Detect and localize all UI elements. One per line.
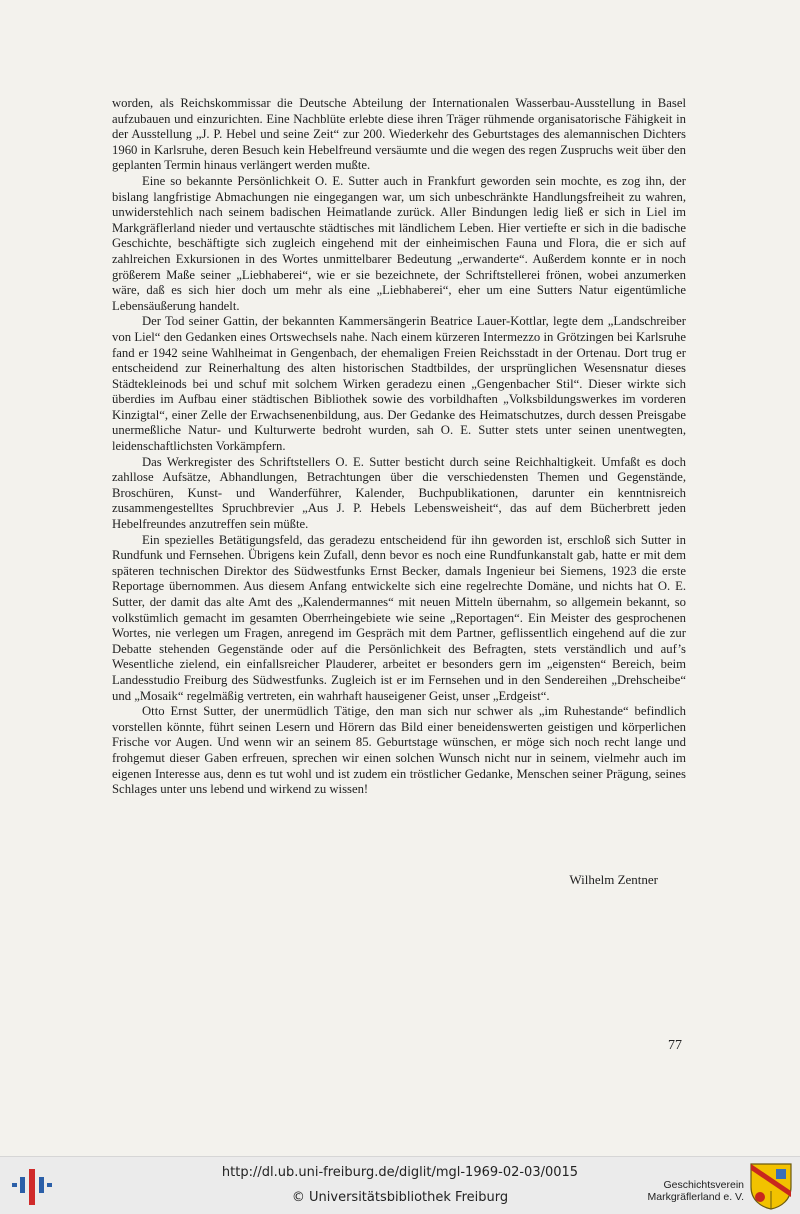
paragraph: Otto Ernst Sutter, der unermüdlich Tätige, den man sich nur schwer als „im Ruhestande“ befindlich vorstellen könnte, führt seinen Lesern und Hörern das Bild einer beneidenswerten geistigen und körperlichen Frische vor Augen. Und wenn wir an seinem 85. Geburtstage wünschen, er möge sich noch recht lange und frohgemut dieser Gaben erfreuen, sprechen wir einen solchen Wunsch nicht nur in seinem, vielmehr auch im eigenen Interesse aus, denn es tut wohl und ist zudem ein tröstlicher Gedanke, Menschen seiner Prägung, seines Schlages unter uns lebend und wirkend zu wissen! xyxy=(112,704,686,797)
page-number: 77 xyxy=(668,1038,682,1053)
society-name-line1: Geschichtsverein xyxy=(663,1179,744,1191)
paragraph: Eine so bekannte Persönlichkeit O. E. Sutter auch in Frankfurt geworden sein mochte, es zog ihn, der bislang langfristige Abmachungen nie eingegangen war, um sich unbeschränkte Handlungsfreiheit zu wahren, unwiderstehlich nach seinem badischen Heimatlande zurück. Aller Bindungen ledig ließ er sich in Liel im Markgräflerland nieder und vertauschte städtisches mit ländlichem Leben. Hier vertiefte er sich in die badische Geschichte, beschäftigte sich zugleich eingehend mit der einheimischen Fauna und Flora, die er sich auf zahlreichen Exkursionen in des Wortes unmittelbarer Bedeutung „erwanderte“. Außerdem konnte er in noch größerem Maße seiner „Liebhaberei“, wie er sie bezeichnete, der Schriftstellerei frönen, wobei anzumerken wäre, daß es sich hier doch um mehr als eine „Liebhaberei“, eher um eine Sutters Natur eigentümliche Lebensäußerung handelt. xyxy=(112,173,686,313)
paragraph: Ein spezielles Betätigungsfeld, das geradezu entscheidend für ihn geworden ist, erschloß sich Sutter in Rundfunk und Fernsehen. Übrigens kein Zufall, denn bevor es noch eine Rundfunkanstalt gab, hatte er mit dem späteren technischen Direktor des Südwestfunks Ernst Becker, damals Ingenieur bei Siemens, 1923 die erste Reportage übernommen. Aus diesem Anfang entwickelte sich eine regelrechte Domäne, und nichts hat O. E. Sutter, der damit das alte Amt des „Kalendermannes“ mit neuen Mitteln übernahm, so allgemein bekannt, so volkstümlich gemacht im gesamten Oberrheingebiete wie seine „Reportagen“. Ein Meister des gesprochenen Wortes, nie verlegen um Fragen, anregend im Gespräch mit dem Partner, geflissentlich eingehend auf die zur Debatte stehenden Gegenstände oder auf die Persönlichkeit des Befragten, stets verständlich und auf’s Wesentliche zielend, ein einfallsreicher Plauderer, arbeitet er besonders gern im „eigensten“ Bereich, beim Landesstudio Freiburg des Südwestfunks. Zugleich ist er im Fernsehen und in den Sendereihen „Drehscheibe“ und „Mosaik“ regelmäßig vertreten, ein wahrhaft hauseigener Geist, unser „Erdgeist“. xyxy=(112,532,686,703)
footer-bar xyxy=(0,1156,800,1214)
paragraph: Der Tod seiner Gattin, der bekannten Kammersängerin Beatrice Lauer-Kottlar, legte dem „Landschreiber von Liel“ den Gedanken eines Ortswechsels nahe. Nach einem kürzeren Intermezzo in Grötzingen bei Karlsruhe fand er 1942 seine Wahlheimat in Gengenbach, der ehemaligen Freien Reichsstadt in der Ortenau. Dort trug er entscheidend zur Reinerhaltung des alten historischen Stadtbildes, der ursprünglichen Wesensnatur dieses Städtekleinods bei und schuf mit solchem Wirken geradezu einen „Gengenbacher Stil“. Dieser wirkte sich überdies im Aufbau einer städtischen Bibliothek sowie des vorbildhaften „Volksbildungswerkes im vorderen Kinzigtal“, einer Zelle der Erwachsenenbildung, aus. Der Gedanke des Heimatschutzes, durch dessen Preisgabe unermeßliche Natur- und Kulturwerte bedroht wurden, sah O. E. Sutter stets unter seinen unentwegten, leidenschaftlichsten Vorkämpfern. xyxy=(112,314,686,454)
paragraph: worden, als Reichskommissar die Deutsche Abteilung der Internationalen Wasserbau-Ausstellung in Basel aufzubauen und einzurichten. Eine Nachblüte erlebte diese ihren Träger rühmende organisatorische Fähigkeit in der Ausstellung „J. P. Hebel und seine Zeit“ zur 200. Wiederkehr des Geburtstages des alemannischen Dichters 1960 in Karlsruhe, deren Besuch kein Hebelfreund versäumte und die wegen des regen Zuspruchs weit über den geplanten Termin hinaus verlängert werden mußte. xyxy=(112,96,686,173)
permalink-url[interactable]: http://dl.ub.uni-freiburg.de/diglit/mgl-1969-02-03/0015 xyxy=(221,1165,579,1180)
author-signature: Wilhelm Zentner xyxy=(569,872,658,887)
article-text xyxy=(112,96,686,798)
society-name-line2: Markgräflerland e. V. xyxy=(647,1191,744,1203)
coat-of-arms-crest-icon xyxy=(748,1161,794,1211)
paragraph: Das Werkregister des Schriftstellers O. E. Sutter besticht durch seine Reichhaltigkeit. Umfaßt es doch zahllose Aufsätze, Abhandlungen, Betrachtungen über die verschiedensten Themen und Gegenstände, Broschüren, Kunst- und Wanderführer, Kalender, Buchpublikationen, darunter ein kenntnisreich zusammengestelltes Spruchbrevier „Aus J. P. Hebels Lebensweisheit“, das auf dem Bücherbrett jeden Hebelfreundes anzutreffen sein müßte. xyxy=(112,454,686,532)
society-name xyxy=(616,1179,744,1203)
copyright-text: © Universitätsbibliothek Freiburg xyxy=(291,1190,509,1205)
